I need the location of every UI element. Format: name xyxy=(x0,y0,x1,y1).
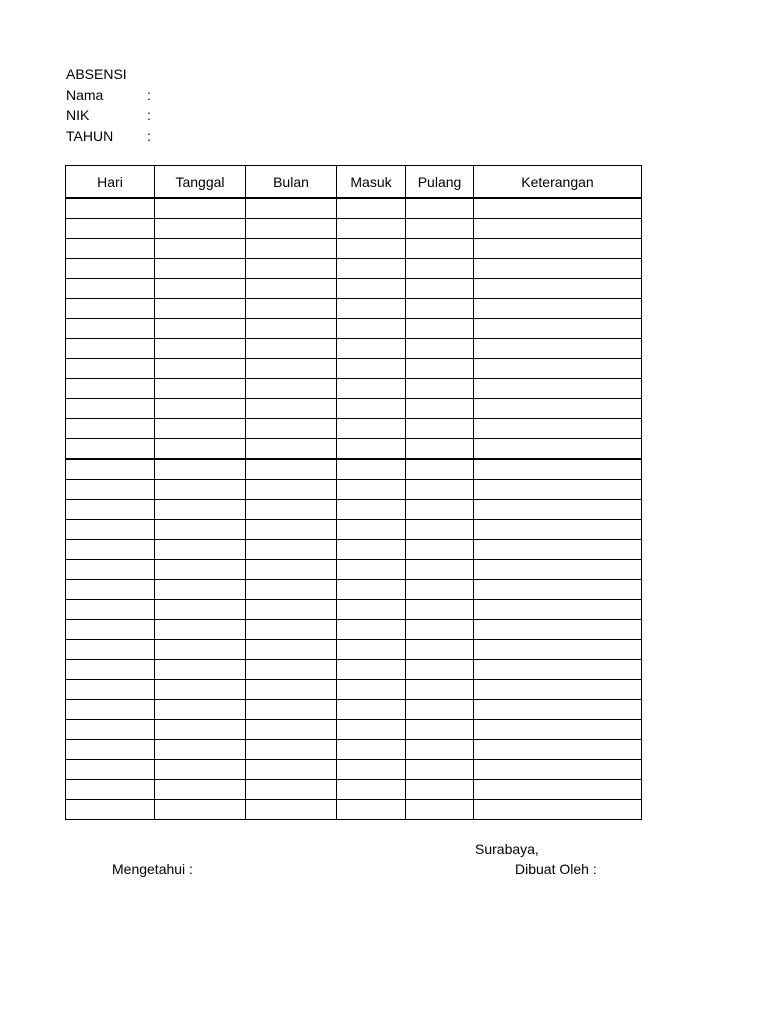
table-row xyxy=(66,620,642,640)
table-cell[interactable] xyxy=(406,339,474,359)
table-row xyxy=(66,198,642,219)
table-row xyxy=(66,640,642,660)
table-cell[interactable] xyxy=(337,540,406,560)
table-cell[interactable] xyxy=(155,620,246,640)
table-cell[interactable] xyxy=(155,259,246,279)
table-cell[interactable] xyxy=(337,620,406,640)
table-cell[interactable] xyxy=(155,299,246,319)
table-row xyxy=(66,259,642,279)
table-row xyxy=(66,480,642,500)
table-cell[interactable] xyxy=(474,560,642,580)
table-cell[interactable] xyxy=(474,439,642,460)
table-row xyxy=(66,279,642,299)
table-cell[interactable] xyxy=(66,660,155,680)
table-row xyxy=(66,399,642,419)
table-cell[interactable] xyxy=(474,520,642,540)
column-header-hari: Hari xyxy=(66,166,155,199)
table-cell[interactable] xyxy=(406,480,474,500)
table-cell[interactable] xyxy=(66,560,155,580)
table-cell[interactable] xyxy=(246,359,337,379)
table-cell[interactable] xyxy=(155,780,246,800)
field-nama-label: Nama xyxy=(66,86,104,103)
table-cell[interactable] xyxy=(406,580,474,600)
table-cell[interactable] xyxy=(474,198,642,219)
table-cell[interactable] xyxy=(337,780,406,800)
footer-acknowledged: Mengetahui : xyxy=(112,861,193,877)
table-cell[interactable] xyxy=(66,500,155,520)
table-cell[interactable] xyxy=(66,359,155,379)
table-cell[interactable] xyxy=(406,800,474,820)
table-cell[interactable] xyxy=(337,439,406,460)
field-nik-colon: : xyxy=(147,107,151,123)
table-cell[interactable] xyxy=(66,780,155,800)
table-cell[interactable] xyxy=(155,580,246,600)
table-cell[interactable] xyxy=(155,459,246,480)
table-cell[interactable] xyxy=(474,359,642,379)
table-cell[interactable] xyxy=(246,760,337,780)
table-cell[interactable] xyxy=(406,379,474,399)
table-cell[interactable] xyxy=(337,419,406,439)
table-cell[interactable] xyxy=(474,640,642,660)
table-cell[interactable] xyxy=(406,219,474,239)
table-cell[interactable] xyxy=(337,580,406,600)
table-cell[interactable] xyxy=(66,198,155,219)
table-cell[interactable] xyxy=(155,500,246,520)
table-cell[interactable] xyxy=(66,439,155,460)
table-cell[interactable] xyxy=(337,198,406,219)
table-cell[interactable] xyxy=(66,399,155,419)
table-cell[interactable] xyxy=(406,700,474,720)
table-row xyxy=(66,219,642,239)
table-cell[interactable] xyxy=(474,259,642,279)
table-cell[interactable] xyxy=(337,500,406,520)
table-cell[interactable] xyxy=(337,520,406,540)
table-cell[interactable] xyxy=(337,660,406,680)
table-cell[interactable] xyxy=(155,540,246,560)
table-row xyxy=(66,520,642,540)
table-cell[interactable] xyxy=(155,480,246,500)
table-cell[interactable] xyxy=(474,740,642,760)
table-row xyxy=(66,700,642,720)
table-cell[interactable] xyxy=(337,299,406,319)
table-row xyxy=(66,339,642,359)
table-cell[interactable] xyxy=(474,239,642,259)
table-cell[interactable] xyxy=(337,319,406,339)
table-cell[interactable] xyxy=(406,620,474,640)
table-cell[interactable] xyxy=(406,760,474,780)
table-cell[interactable] xyxy=(474,339,642,359)
table-cell[interactable] xyxy=(406,459,474,480)
table-cell[interactable] xyxy=(66,239,155,259)
table-row xyxy=(66,419,642,439)
table-cell[interactable] xyxy=(246,580,337,600)
table-cell[interactable] xyxy=(474,480,642,500)
table-cell[interactable] xyxy=(406,399,474,419)
table-cell[interactable] xyxy=(406,540,474,560)
table-cell[interactable] xyxy=(66,620,155,640)
table-cell[interactable] xyxy=(337,760,406,780)
table-cell[interactable] xyxy=(337,239,406,259)
table-cell[interactable] xyxy=(406,279,474,299)
table-cell[interactable] xyxy=(66,760,155,780)
table-cell[interactable] xyxy=(337,800,406,820)
table-cell[interactable] xyxy=(246,600,337,620)
table-cell[interactable] xyxy=(246,198,337,219)
table-cell[interactable] xyxy=(66,600,155,620)
table-cell[interactable] xyxy=(155,339,246,359)
table-cell[interactable] xyxy=(406,500,474,520)
table-cell[interactable] xyxy=(406,660,474,680)
table-row xyxy=(66,740,642,760)
table-cell[interactable] xyxy=(406,560,474,580)
field-nik xyxy=(66,105,151,126)
column-header-keterangan: Keterangan xyxy=(474,166,642,199)
table-cell[interactable] xyxy=(246,259,337,279)
table-cell[interactable] xyxy=(155,700,246,720)
table-cell[interactable] xyxy=(406,319,474,339)
table-cell[interactable] xyxy=(66,299,155,319)
field-nama-colon: : xyxy=(147,86,151,103)
table-row xyxy=(66,459,642,480)
field-nama xyxy=(66,85,151,106)
table-cell[interactable] xyxy=(474,500,642,520)
column-header-masuk: Masuk xyxy=(337,166,406,199)
field-tahun xyxy=(66,126,151,147)
table-cell[interactable] xyxy=(155,760,246,780)
table-cell[interactable] xyxy=(337,600,406,620)
table-row xyxy=(66,540,642,560)
table-cell[interactable] xyxy=(66,279,155,299)
table-row xyxy=(66,580,642,600)
table-cell[interactable] xyxy=(155,600,246,620)
table-cell[interactable] xyxy=(66,459,155,480)
column-header-tanggal: Tanggal xyxy=(155,166,246,199)
column-header-pulang: Pulang xyxy=(406,166,474,199)
table-cell[interactable] xyxy=(155,640,246,660)
table-cell[interactable] xyxy=(66,740,155,760)
table-cell[interactable] xyxy=(66,540,155,560)
table-cell[interactable] xyxy=(155,399,246,419)
table-cell[interactable] xyxy=(474,419,642,439)
table-cell[interactable] xyxy=(66,680,155,700)
table-cell[interactable] xyxy=(246,660,337,680)
table-cell[interactable] xyxy=(246,540,337,560)
table-cell[interactable] xyxy=(66,419,155,439)
table-cell[interactable] xyxy=(246,319,337,339)
table-cell[interactable] xyxy=(337,379,406,399)
table-cell[interactable] xyxy=(474,600,642,620)
table-cell[interactable] xyxy=(246,740,337,760)
table-cell[interactable] xyxy=(66,339,155,359)
table-cell[interactable] xyxy=(246,680,337,700)
table-cell[interactable] xyxy=(337,339,406,359)
table-cell[interactable] xyxy=(66,259,155,279)
table-cell[interactable] xyxy=(474,219,642,239)
table-cell[interactable] xyxy=(246,620,337,640)
table-cell[interactable] xyxy=(246,720,337,740)
table-cell[interactable] xyxy=(246,419,337,439)
table-cell[interactable] xyxy=(246,399,337,419)
table-cell[interactable] xyxy=(474,580,642,600)
table-cell[interactable] xyxy=(155,740,246,760)
table-cell[interactable] xyxy=(246,379,337,399)
table-cell[interactable] xyxy=(246,520,337,540)
table-cell[interactable] xyxy=(155,419,246,439)
table-cell[interactable] xyxy=(155,680,246,700)
table-cell[interactable] xyxy=(66,219,155,239)
table-body xyxy=(66,198,642,820)
attendance-table xyxy=(65,165,642,820)
table-cell[interactable] xyxy=(66,580,155,600)
table-row xyxy=(66,500,642,520)
table-cell[interactable] xyxy=(337,740,406,760)
table-cell[interactable] xyxy=(337,459,406,480)
field-nik-label: NIK xyxy=(66,107,90,123)
table-cell[interactable] xyxy=(155,560,246,580)
table-cell[interactable] xyxy=(246,700,337,720)
table-cell[interactable] xyxy=(406,359,474,379)
table-cell[interactable] xyxy=(155,520,246,540)
table-cell[interactable] xyxy=(246,800,337,820)
field-tahun-colon: : xyxy=(147,127,151,144)
table-cell[interactable] xyxy=(337,560,406,580)
table-cell[interactable] xyxy=(474,780,642,800)
column-header-bulan: Bulan xyxy=(246,166,337,199)
table-cell[interactable] xyxy=(246,299,337,319)
table-cell[interactable] xyxy=(406,198,474,219)
table-cell[interactable] xyxy=(155,239,246,259)
table-cell[interactable] xyxy=(155,359,246,379)
table-cell[interactable] xyxy=(246,640,337,660)
table-cell[interactable] xyxy=(246,339,337,359)
table-cell[interactable] xyxy=(155,720,246,740)
table-header-row xyxy=(66,166,642,199)
table-cell[interactable] xyxy=(246,480,337,500)
table-row xyxy=(66,439,642,460)
table-cell[interactable] xyxy=(155,279,246,299)
table-cell[interactable] xyxy=(406,720,474,740)
table-cell[interactable] xyxy=(474,399,642,419)
table-cell[interactable] xyxy=(246,439,337,460)
table-cell[interactable] xyxy=(337,680,406,700)
table-cell[interactable] xyxy=(474,700,642,720)
table-cell[interactable] xyxy=(155,800,246,820)
table-cell[interactable] xyxy=(337,480,406,500)
table-cell[interactable] xyxy=(155,439,246,460)
table-cell[interactable] xyxy=(406,780,474,800)
table-cell[interactable] xyxy=(337,720,406,740)
table-row xyxy=(66,359,642,379)
table-row xyxy=(66,560,642,580)
table-cell[interactable] xyxy=(406,640,474,660)
table-row xyxy=(66,680,642,700)
table-cell[interactable] xyxy=(246,500,337,520)
header-block xyxy=(66,64,151,146)
table-cell[interactable] xyxy=(406,439,474,460)
table-cell[interactable] xyxy=(337,640,406,660)
table-cell[interactable] xyxy=(406,299,474,319)
table-cell[interactable] xyxy=(66,319,155,339)
table-cell[interactable] xyxy=(406,520,474,540)
table-cell[interactable] xyxy=(246,780,337,800)
table-cell[interactable] xyxy=(155,219,246,239)
table-cell[interactable] xyxy=(66,720,155,740)
table-cell[interactable] xyxy=(246,279,337,299)
table-row xyxy=(66,600,642,620)
table-cell[interactable] xyxy=(337,279,406,299)
table-cell[interactable] xyxy=(66,379,155,399)
table-cell[interactable] xyxy=(406,239,474,259)
table-cell[interactable] xyxy=(246,239,337,259)
table-cell[interactable] xyxy=(474,760,642,780)
document-title: ABSENSI xyxy=(66,66,127,82)
table-cell[interactable] xyxy=(66,700,155,720)
table-row xyxy=(66,780,642,800)
table-cell[interactable] xyxy=(406,740,474,760)
table-row xyxy=(66,379,642,399)
table-cell[interactable] xyxy=(337,219,406,239)
footer-made-by: Dibuat Oleh : xyxy=(515,861,597,877)
table-cell[interactable] xyxy=(337,399,406,419)
table-cell[interactable] xyxy=(155,198,246,219)
table-cell[interactable] xyxy=(474,720,642,740)
table-cell[interactable] xyxy=(474,299,642,319)
table-cell[interactable] xyxy=(246,219,337,239)
table-cell[interactable] xyxy=(246,560,337,580)
table-row xyxy=(66,800,642,820)
table-cell[interactable] xyxy=(474,680,642,700)
table-cell[interactable] xyxy=(474,540,642,560)
field-tahun-label: TAHUN xyxy=(66,127,114,144)
table-cell[interactable] xyxy=(406,680,474,700)
table-cell[interactable] xyxy=(155,379,246,399)
table-cell[interactable] xyxy=(474,319,642,339)
table-cell[interactable] xyxy=(406,419,474,439)
footer-place: Surabaya, xyxy=(475,841,539,857)
table-row xyxy=(66,660,642,680)
table-cell[interactable] xyxy=(406,600,474,620)
table-cell[interactable] xyxy=(474,620,642,640)
table-cell[interactable] xyxy=(66,480,155,500)
table-cell[interactable] xyxy=(474,459,642,480)
table-cell[interactable] xyxy=(337,359,406,379)
table-cell[interactable] xyxy=(66,640,155,660)
table-cell[interactable] xyxy=(337,700,406,720)
table-row xyxy=(66,760,642,780)
table-cell[interactable] xyxy=(474,379,642,399)
table-cell[interactable] xyxy=(337,259,406,279)
table-cell[interactable] xyxy=(66,520,155,540)
table-cell[interactable] xyxy=(66,800,155,820)
table-row xyxy=(66,299,642,319)
table-cell[interactable] xyxy=(155,660,246,680)
table-row xyxy=(66,239,642,259)
table-cell[interactable] xyxy=(474,800,642,820)
table-cell[interactable] xyxy=(474,279,642,299)
table-row xyxy=(66,319,642,339)
table-cell[interactable] xyxy=(155,319,246,339)
table-cell[interactable] xyxy=(406,259,474,279)
table-cell[interactable] xyxy=(474,660,642,680)
table-row xyxy=(66,720,642,740)
table-cell[interactable] xyxy=(246,459,337,480)
